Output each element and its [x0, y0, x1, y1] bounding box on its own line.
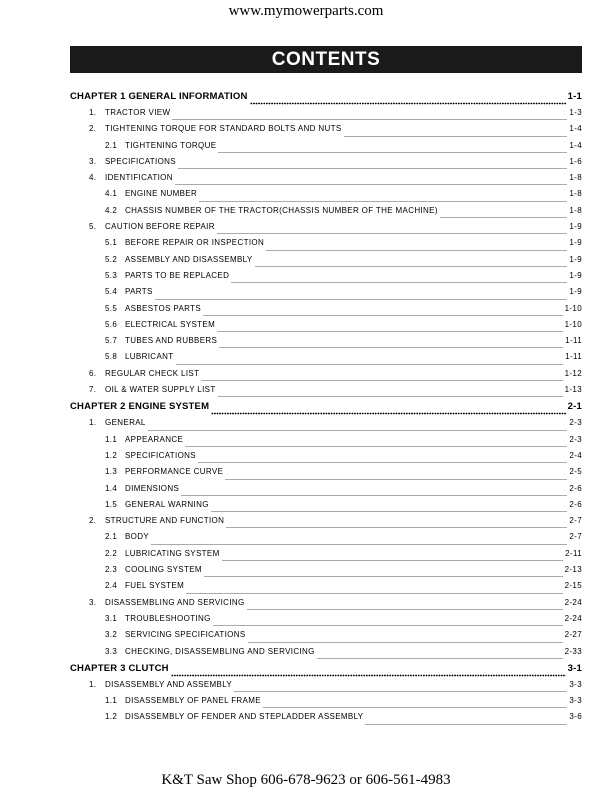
toc-entry[interactable]	[70, 614, 582, 630]
dot-leader	[185, 445, 567, 448]
toc-entry-number: 5.4	[105, 287, 118, 297]
toc-entry-page: 2-3	[569, 434, 582, 444]
dot-leader	[213, 624, 563, 627]
toc-entry-title: CAUTION BEFORE REPAIR	[105, 222, 215, 232]
dot-leader	[218, 395, 563, 398]
toc-entry-title: CHAPTER 1 GENERAL INFORMATION	[70, 91, 248, 102]
toc-entry-number: 1.	[89, 679, 97, 689]
toc-entry-number: 1.	[89, 108, 97, 117]
toc-entry-number: 4.1	[105, 189, 118, 199]
toc-entry-title: ELECTRICAL SYSTEM	[125, 319, 216, 329]
toc-entry-title: PERFORMANCE CURVE	[125, 467, 224, 477]
toc-entry-page: 1-6	[569, 156, 582, 166]
toc-entry-number: 1.1	[105, 696, 118, 706]
toc-entry-title: DISASSEMBLING AND SERVICING	[105, 597, 245, 607]
toc-entry-number: 2.	[89, 124, 97, 134]
toc-entry-number: 5.8	[105, 352, 118, 362]
toc-entry[interactable]	[70, 124, 582, 140]
toc-entry[interactable]	[70, 157, 582, 173]
toc-entry[interactable]	[70, 304, 582, 320]
dot-leader	[211, 412, 565, 415]
toc-entry[interactable]	[70, 680, 582, 696]
dot-leader	[222, 559, 564, 562]
toc-entry[interactable]	[70, 141, 582, 157]
toc-entry[interactable]	[70, 484, 582, 500]
toc-entry-page: 1-13	[564, 385, 582, 395]
toc-entry-page: 1-9	[569, 270, 582, 280]
toc-entry-page: 2-7	[569, 532, 582, 542]
toc-entry-title: OIL & WATER SUPPLY LIST	[105, 385, 216, 395]
dot-leader	[248, 641, 563, 644]
dot-leader	[255, 265, 568, 268]
toc-entry[interactable]	[70, 435, 582, 451]
toc-entry-page: 2-24	[564, 597, 582, 607]
toc-entry[interactable]	[70, 630, 582, 646]
page-title: CONTENTS	[70, 46, 582, 73]
dot-leader	[176, 363, 564, 366]
toc-entry-number: 2.1	[105, 532, 118, 542]
toc-chapter-entry[interactable]	[70, 401, 582, 418]
toc-entry-page: 2-33	[564, 646, 582, 656]
toc-entry-title: BODY	[125, 532, 150, 542]
toc-entry[interactable]	[70, 189, 582, 205]
dot-leader	[226, 526, 567, 529]
toc-entry[interactable]	[70, 173, 582, 189]
toc-entry-number: 1.1	[105, 434, 118, 444]
toc-entry-number: 1.2	[105, 712, 118, 722]
toc-entry-number: 7.	[89, 385, 97, 395]
header-url[interactable]: www.mymowerparts.com	[228, 3, 384, 19]
toc-entry-number: 1.4	[105, 483, 118, 493]
toc-entry-title: STRUCTURE AND FUNCTION	[105, 516, 225, 526]
toc-chapter-entry[interactable]	[70, 663, 582, 680]
dot-leader	[203, 314, 563, 317]
toc-entry-title: SPECIFICATIONS	[105, 156, 176, 166]
toc-entry-page: 2-13	[564, 565, 582, 575]
toc-entry-number: 5.5	[105, 303, 118, 313]
toc-entry-number: 6.	[89, 368, 97, 378]
toc-entry-page: 3-3	[569, 696, 582, 706]
toc-entry-title: PARTS TO BE REPLACED	[125, 270, 230, 280]
toc-entry[interactable]	[70, 352, 582, 368]
toc-entry-number: 3.	[89, 156, 97, 166]
toc-entry-page: 2-1	[567, 401, 582, 413]
toc-entry[interactable]	[70, 581, 582, 597]
toc-entry[interactable]	[70, 369, 582, 385]
toc-entry-title: TUBES AND RUBBERS	[125, 336, 218, 346]
dot-leader	[217, 330, 562, 333]
toc-entry-page: 1-4	[569, 140, 582, 150]
toc-entry-page: 1-1	[567, 91, 582, 102]
dot-leader	[199, 200, 567, 203]
toc-entry[interactable]	[70, 320, 582, 336]
dot-leader	[219, 346, 563, 349]
dot-leader	[218, 151, 567, 154]
toc-entry[interactable]	[70, 206, 582, 222]
toc-entry-title: FUEL SYSTEM	[125, 581, 185, 591]
toc-entry-title: CHAPTER 2 ENGINE SYSTEM	[70, 401, 210, 413]
toc-entry-page: 1-8	[569, 173, 582, 183]
toc-entry-title: PARTS	[125, 287, 153, 297]
toc-entry[interactable]	[70, 647, 582, 663]
toc-entry-title: COOLING SYSTEM	[125, 565, 202, 575]
toc-entry-number: 3.3	[105, 646, 118, 656]
toc-entry[interactable]	[70, 516, 582, 532]
dot-leader	[250, 102, 566, 105]
toc-entry-title: ASSEMBLY AND DISASSEMBLY	[125, 254, 253, 264]
toc-entry-number: 1.5	[105, 499, 118, 509]
toc-entry-title: TROUBLESHOOTING	[125, 613, 211, 623]
toc-entry-page: 2-24	[564, 613, 582, 623]
toc-entry[interactable]	[70, 418, 582, 434]
toc-entry-page: 1-8	[569, 205, 582, 215]
dot-leader	[234, 690, 567, 693]
dot-leader	[217, 232, 567, 235]
toc-entry-number: 2.4	[105, 581, 118, 591]
footer-contact: K&T Saw Shop 606-678-9623 or 606-561-4983	[161, 772, 451, 788]
toc-entry-number: 2.3	[105, 565, 118, 575]
toc-entry-title: LUBRICANT	[125, 352, 174, 362]
dot-leader	[198, 461, 567, 464]
toc-entry-title: DISASSEMBLY OF FENDER AND STEPLADDER ASSEMBLY	[125, 712, 364, 722]
toc-entry[interactable]	[70, 500, 582, 516]
toc-entry[interactable]	[70, 532, 582, 548]
dot-leader	[440, 216, 567, 219]
toc-entry-page: 2-3	[569, 418, 582, 428]
toc-entry-number: 1.	[89, 418, 97, 428]
toc-entry-page: 1-10	[564, 319, 582, 329]
toc-entry-title: LUBRICATING SYSTEM	[125, 548, 220, 558]
toc-entry-title: SPECIFICATIONS	[125, 450, 196, 460]
toc-entry-page: 3-6	[569, 712, 582, 722]
toc-entry[interactable]	[70, 385, 582, 401]
dot-leader	[148, 429, 568, 432]
toc-entry-page: 2-4	[569, 450, 582, 460]
dot-leader	[175, 183, 568, 186]
toc-entry-title: TIGHTENING TORQUE	[125, 140, 217, 150]
dot-leader	[186, 592, 562, 595]
dot-leader	[172, 118, 567, 121]
toc-entry-title: SERVICING SPECIFICATIONS	[125, 630, 246, 640]
toc-entry-title: TIGHTENING TORQUE FOR STANDARD BOLTS AND NUTS	[105, 124, 342, 134]
toc-entry-page: 2-11	[565, 548, 582, 558]
dot-leader	[266, 249, 567, 252]
toc-entry-number: 2.	[89, 516, 97, 526]
toc-entry-title: CHASSIS NUMBER OF THE TRACTOR(CHASSIS NUMBER OF THE MACHINE)	[125, 205, 438, 215]
dot-leader	[225, 478, 567, 481]
toc-entry[interactable]	[70, 222, 582, 238]
toc-entry[interactable]	[70, 336, 582, 352]
toc-entry-title: DIMENSIONS	[125, 483, 180, 493]
toc-entry-title: REGULAR CHECK LIST	[105, 368, 200, 378]
toc-entry-number: 5.6	[105, 319, 118, 329]
toc-entry-page: 3-1	[567, 662, 582, 674]
toc-entry-number: 4.	[89, 173, 97, 183]
toc-entry-page: 1-3	[569, 108, 582, 117]
toc-entry-page: 2-15	[564, 581, 582, 591]
toc-entry[interactable]	[70, 108, 582, 124]
toc-entry-number: 3.1	[105, 613, 118, 623]
toc-entry-page: 3-3	[569, 679, 582, 689]
toc-entry-number: 5.7	[105, 336, 118, 346]
toc-entry[interactable]	[70, 451, 582, 467]
toc-entry-page: 1-8	[569, 189, 582, 199]
toc-entry-number: 2.2	[105, 548, 118, 558]
toc-entry-page: 2-27	[564, 630, 582, 640]
toc-entry[interactable]	[70, 565, 582, 581]
toc-entry-page: 1-11	[565, 336, 582, 346]
toc-entry-page: 1-4	[569, 124, 582, 134]
toc-entry[interactable]	[70, 255, 582, 271]
dot-leader	[155, 298, 568, 301]
toc-entry-page: 2-7	[569, 516, 582, 526]
toc-entry-page: 2-6	[569, 483, 582, 493]
dot-leader	[178, 167, 567, 170]
toc-entry-number: 3.2	[105, 630, 118, 640]
toc-entry-page: 1-11	[565, 352, 582, 362]
dot-leader	[231, 281, 567, 284]
toc-entry-number: 1.3	[105, 467, 118, 477]
toc-entry-title: IDENTIFICATION	[105, 173, 173, 183]
toc-entry-title: GENERAL	[105, 418, 146, 428]
toc-entry-number: 3.	[89, 597, 97, 607]
toc-entry-title: CHECKING, DISASSEMBLING AND SERVICING	[125, 646, 315, 656]
toc-entry-page: 1-9	[569, 287, 582, 297]
toc-entry-number: 5.	[89, 222, 97, 232]
toc-entry[interactable]	[70, 271, 582, 287]
toc-entry-number: 5.3	[105, 270, 118, 280]
toc-entry-title: TRACTOR VIEW	[105, 108, 171, 117]
toc-entry[interactable]	[70, 549, 582, 565]
dot-leader	[171, 674, 566, 677]
toc-entry[interactable]	[70, 287, 582, 303]
toc-entry-number: 4.2	[105, 205, 118, 215]
dot-leader	[365, 723, 567, 726]
dot-leader	[151, 543, 567, 546]
toc-entry-page: 1-9	[569, 254, 582, 264]
toc-entry-number: 1.2	[105, 450, 118, 460]
dot-leader	[344, 135, 568, 138]
toc-entry-title: DISASSEMBLY AND ASSEMBLY	[105, 679, 233, 689]
toc-entry-page: 2-5	[569, 467, 582, 477]
toc-entry-page: 1-9	[569, 238, 582, 248]
toc-entry-page: 1-12	[564, 368, 582, 378]
toc-entry[interactable]	[70, 467, 582, 483]
toc-entry-title: GENERAL WARNING	[125, 499, 209, 509]
toc-entry-title: APPEARANCE	[125, 434, 184, 444]
table-of-contents	[70, 91, 582, 729]
toc-entry-title: ENGINE NUMBER	[125, 189, 198, 199]
dot-leader	[263, 706, 567, 709]
toc-entry-title: CHAPTER 3 CLUTCH	[70, 662, 169, 674]
toc-entry-number: 2.1	[105, 140, 118, 150]
toc-entry-page: 1-9	[569, 222, 582, 232]
toc-entry[interactable]	[70, 598, 582, 614]
toc-entry-number: 5.2	[105, 254, 118, 264]
dot-leader	[201, 379, 562, 382]
toc-entry[interactable]	[70, 238, 582, 254]
toc-entry-title: BEFORE REPAIR OR INSPECTION	[125, 238, 265, 248]
dot-leader	[211, 510, 568, 513]
toc-entry-title: ASBESTOS PARTS	[125, 303, 202, 313]
dot-leader	[317, 657, 563, 660]
dot-leader	[204, 575, 563, 578]
toc-entry-title: DISASSEMBLY OF PANEL FRAME	[125, 696, 261, 706]
toc-chapter-entry[interactable]	[70, 91, 582, 108]
toc-entry[interactable]	[70, 696, 582, 712]
toc-entry-page: 2-6	[569, 499, 582, 509]
dot-leader	[247, 608, 563, 611]
dot-leader	[181, 494, 567, 497]
toc-entry-page: 1-10	[564, 303, 582, 313]
toc-entry[interactable]	[70, 712, 582, 728]
toc-entry-number: 5.1	[105, 238, 118, 248]
